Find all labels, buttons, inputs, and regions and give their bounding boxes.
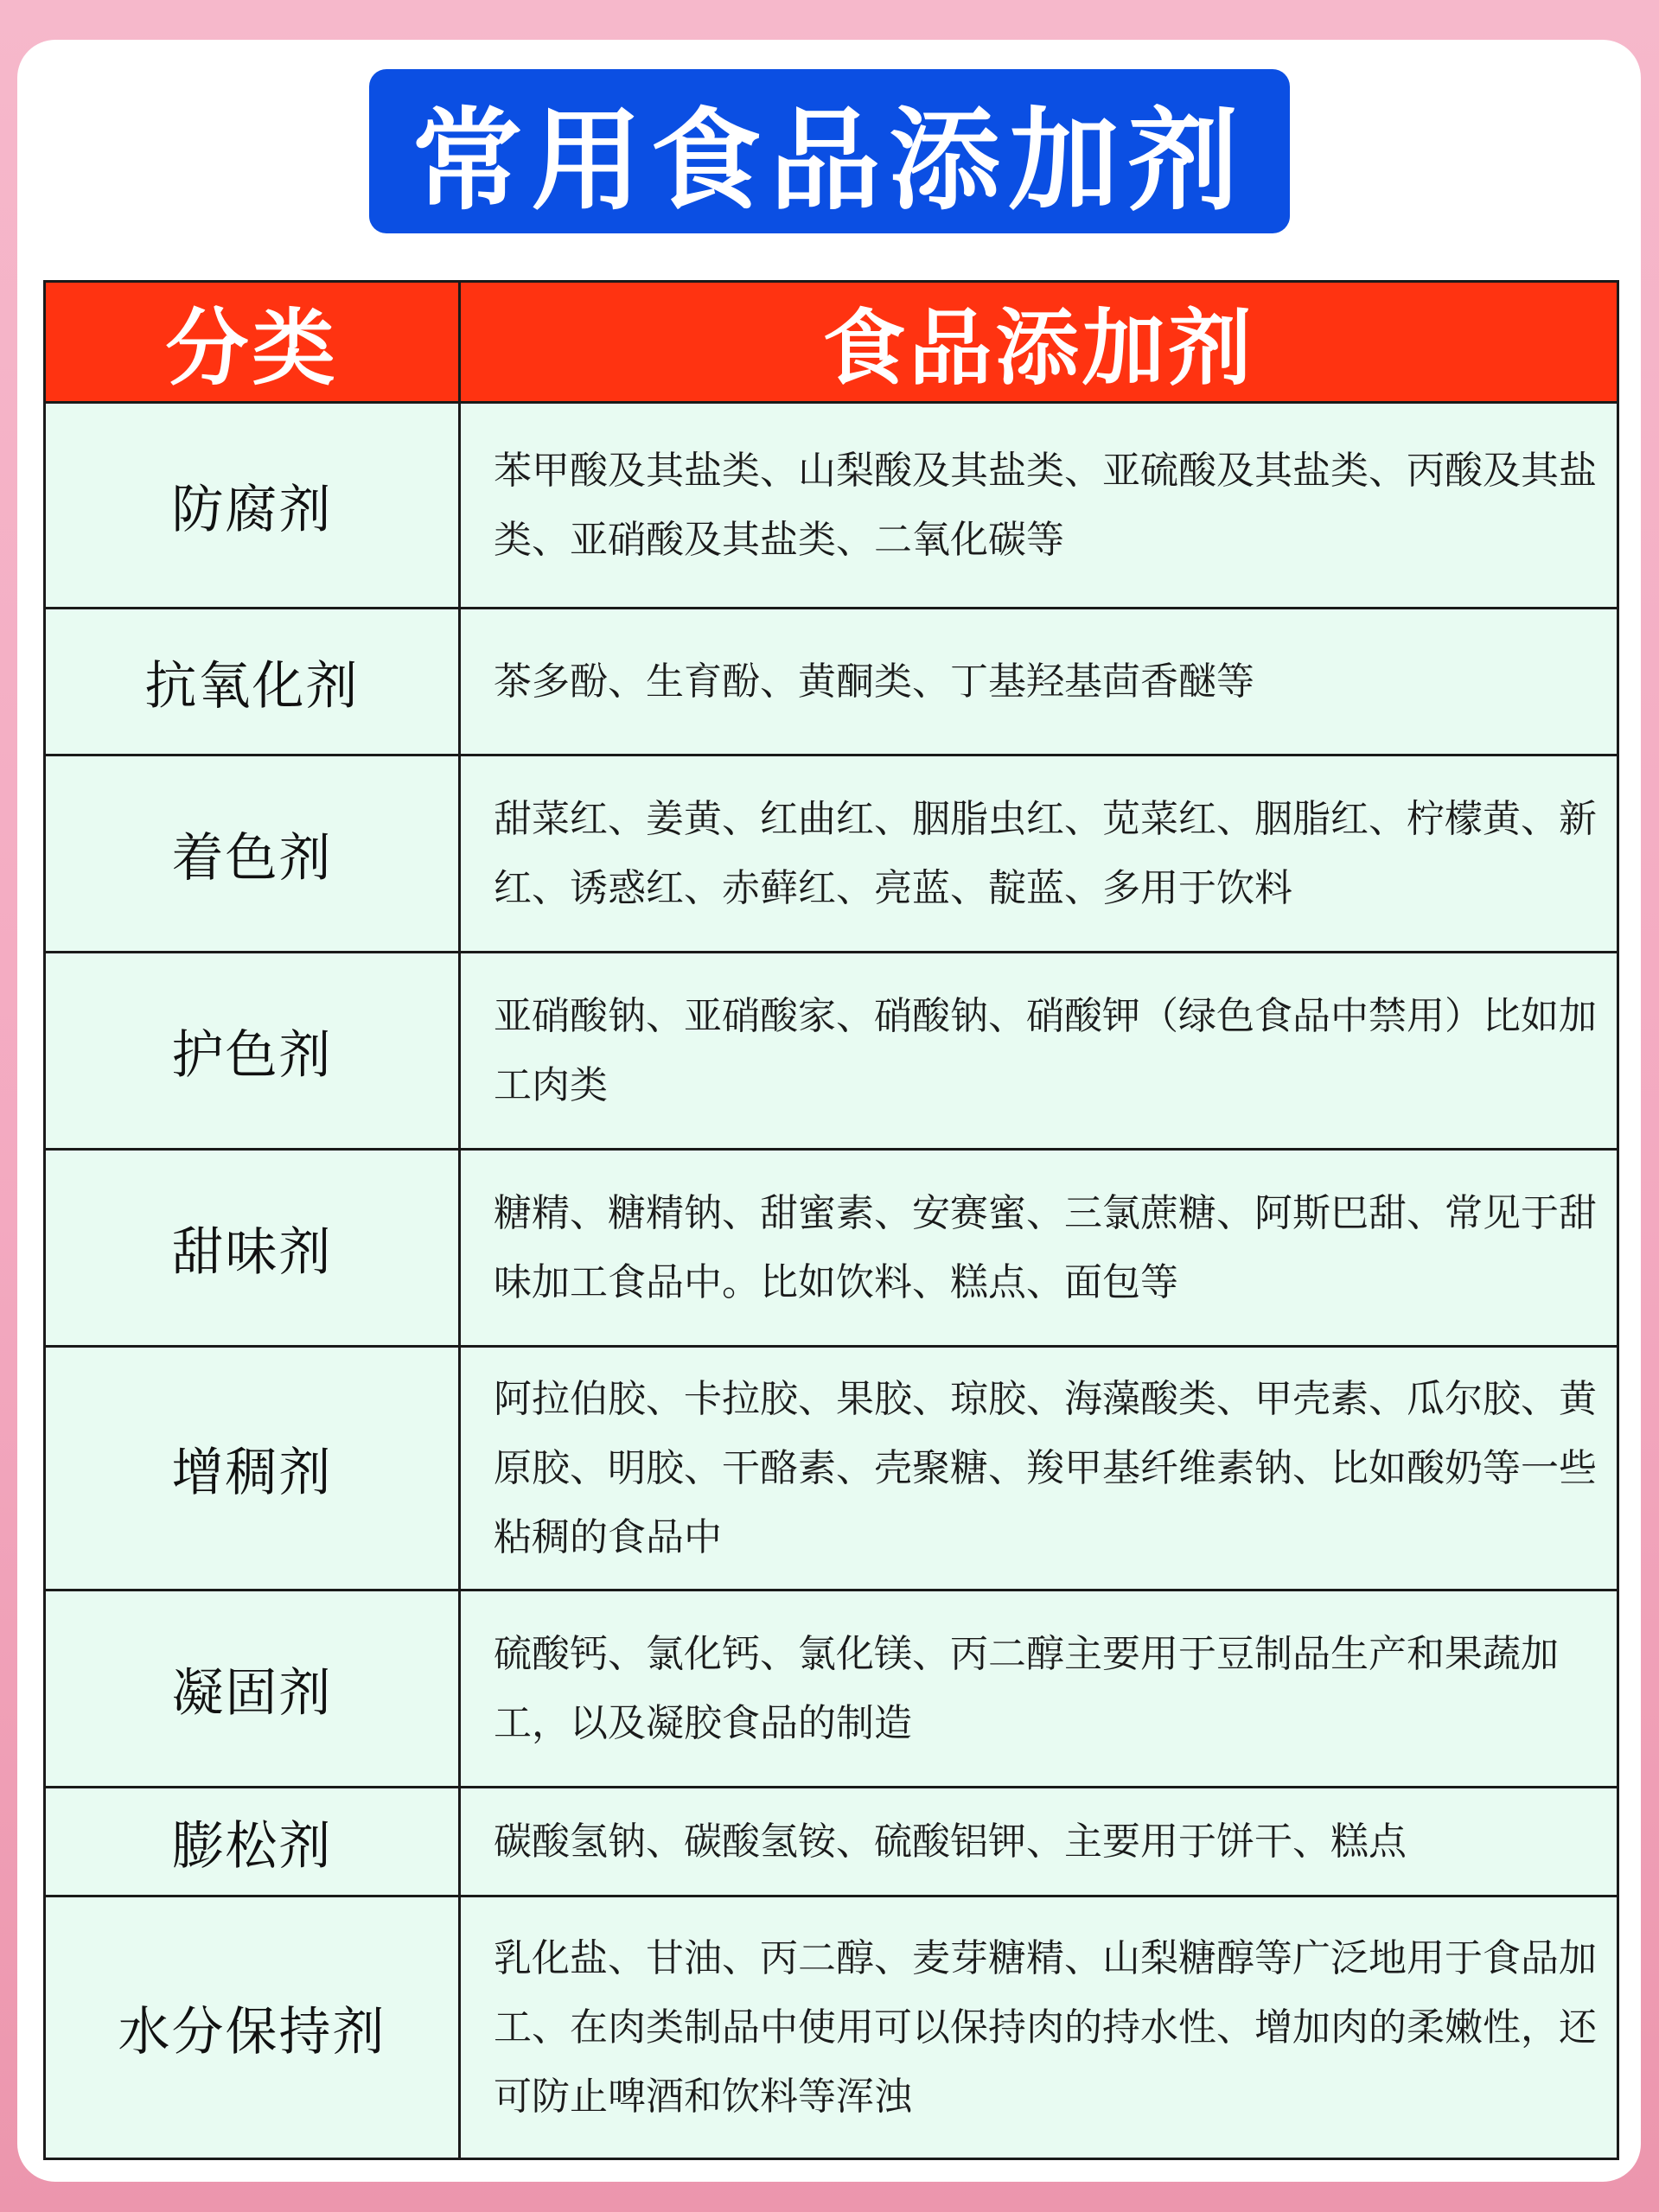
category-cell: 甜味剂 (45, 1150, 460, 1347)
category-cell: 膨松剂 (45, 1788, 460, 1896)
page-title: 常用食品添加剂 (412, 97, 1247, 226)
table-row (45, 1896, 1618, 2159)
category-cell: 护色剂 (45, 953, 460, 1150)
table-row (45, 953, 1618, 1150)
additives-cell: 乳化盐、甘油、丙二醇、麦芽糖精、山梨糖醇等广泛地用于食品加工、在肉类制品中使用可以保持肉的持水性、增加肉的柔嫩性，还可防止啤酒和饮料等浑浊 (460, 1896, 1618, 2159)
additives-cell: 甜菜红、姜黄、红曲红、胭脂虫红、苋菜红、胭脂红、柠檬黄、新红、诱惑红、赤藓红、亮蓝、靛蓝、多用于饮料 (460, 755, 1618, 953)
additives-table (43, 280, 1619, 2160)
additives-cell: 糖精、糖精钠、甜蜜素、安赛蜜、三氯蔗糖、阿斯巴甜、常见于甜味加工食品中。比如饮料、糕点、面包等 (460, 1150, 1618, 1347)
title-banner (369, 69, 1290, 233)
additives-cell: 碳酸氢钠、碳酸氢铵、硫酸铝钾、主要用于饼干、糕点 (460, 1788, 1618, 1896)
category-cell: 防腐剂 (45, 403, 460, 609)
category-cell: 着色剂 (45, 755, 460, 953)
header-additives: 食品添加剂 (460, 282, 1618, 403)
table-row (45, 403, 1618, 609)
table-row (45, 755, 1618, 953)
additives-cell: 苯甲酸及其盐类、山梨酸及其盐类、亚硫酸及其盐类、丙酸及其盐类、亚硝酸及其盐类、二氧化碳等 (460, 403, 1618, 609)
category-cell: 水分保持剂 (45, 1896, 460, 2159)
additives-cell: 亚硝酸钠、亚硝酸家、硝酸钠、硝酸钾（绿色食品中禁用）比如加工肉类 (460, 953, 1618, 1150)
additives-cell: 茶多酚、生育酚、黄酮类、丁基羟基茴香醚等 (460, 609, 1618, 755)
table-row (45, 1347, 1618, 1590)
table-row (45, 1788, 1618, 1896)
table-row (45, 609, 1618, 755)
additives-cell: 阿拉伯胶、卡拉胶、果胶、琼胶、海藻酸类、甲壳素、瓜尔胶、黄原胶、明胶、干酪素、壳聚糖、羧甲基纤维素钠、比如酸奶等一些粘稠的食品中 (460, 1347, 1618, 1590)
category-cell: 增稠剂 (45, 1347, 460, 1590)
table-header-row (45, 282, 1618, 403)
additives-cell: 硫酸钙、氯化钙、氯化镁、丙二醇主要用于豆制品生产和果蔬加工，以及凝胶食品的制造 (460, 1590, 1618, 1788)
table-row (45, 1590, 1618, 1788)
category-cell: 抗氧化剂 (45, 609, 460, 755)
table-row (45, 1150, 1618, 1347)
category-cell: 凝固剂 (45, 1590, 460, 1788)
header-category: 分类 (45, 282, 460, 403)
